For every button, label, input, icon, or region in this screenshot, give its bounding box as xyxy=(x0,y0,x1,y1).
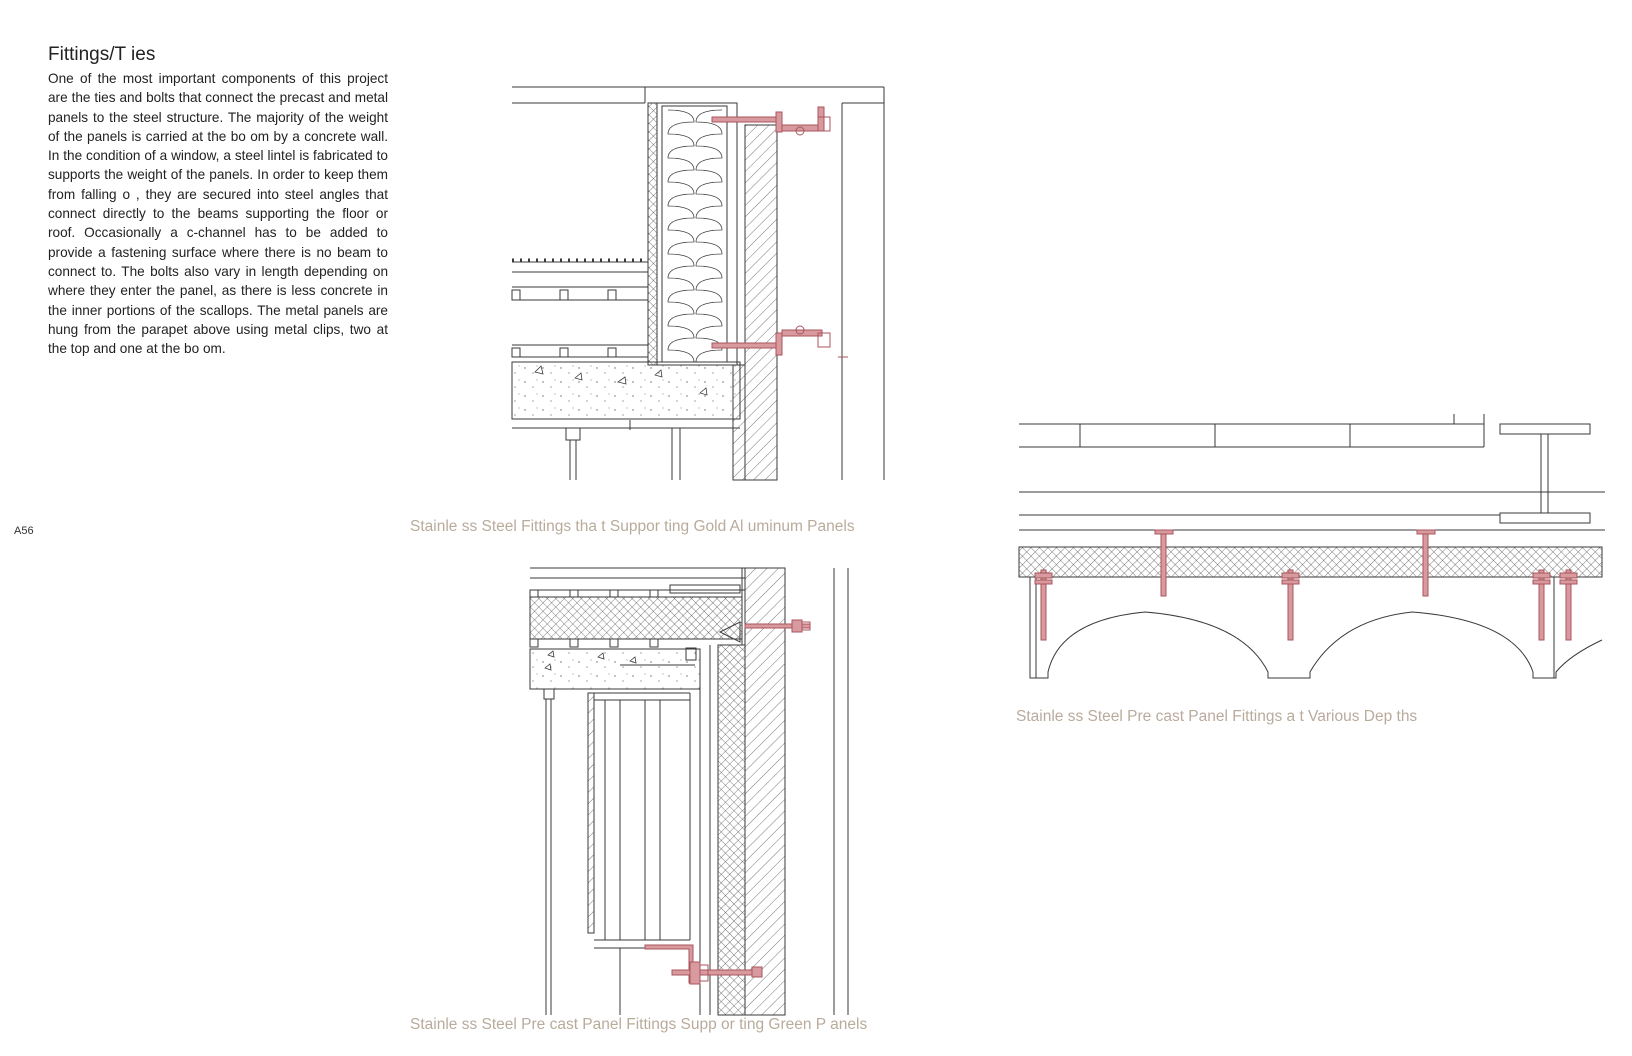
caption-detail-1: Stainle ss Steel Fittings tha t Suppor ting Gold Al uminum Panels xyxy=(410,518,855,535)
detail-1-drawing xyxy=(512,87,884,480)
page-number: A56 xyxy=(14,525,34,537)
body-paragraph: One of the most important components of this project are the ties and bolts that connect the precast and metal panels to the steel structure. The majority of the weight of the panels is carried at the bo om by a concrete wall. In the condition of a window, a steel lintel is fabricated to supports the weight of the panels. In order to keep them from falling o , they are secured into steel angles that connect directly to the beams supporting the floor or roof. Occasionally a c-channel has to be added to provide a fastening surface where there is no beam to connect to. The bolts also vary in length depending on where they enter the panel, as there is less concrete in the inner portions of the scallops. The metal panels are hung from the parapet above using metal clips, two at the top and one at the bo om. xyxy=(48,71,388,357)
caption-detail-2: Stainle ss Steel Pre cast Panel Fittings a t Various Dep ths xyxy=(1016,708,1418,725)
detail-1-fittings xyxy=(712,107,848,357)
page-title: Fittings/T ies xyxy=(48,44,156,65)
caption-detail-3: Stainle ss Steel Pre cast Panel Fittings Supp or ting Green P anels xyxy=(410,1016,868,1033)
detail-2-drawing xyxy=(1019,414,1605,678)
